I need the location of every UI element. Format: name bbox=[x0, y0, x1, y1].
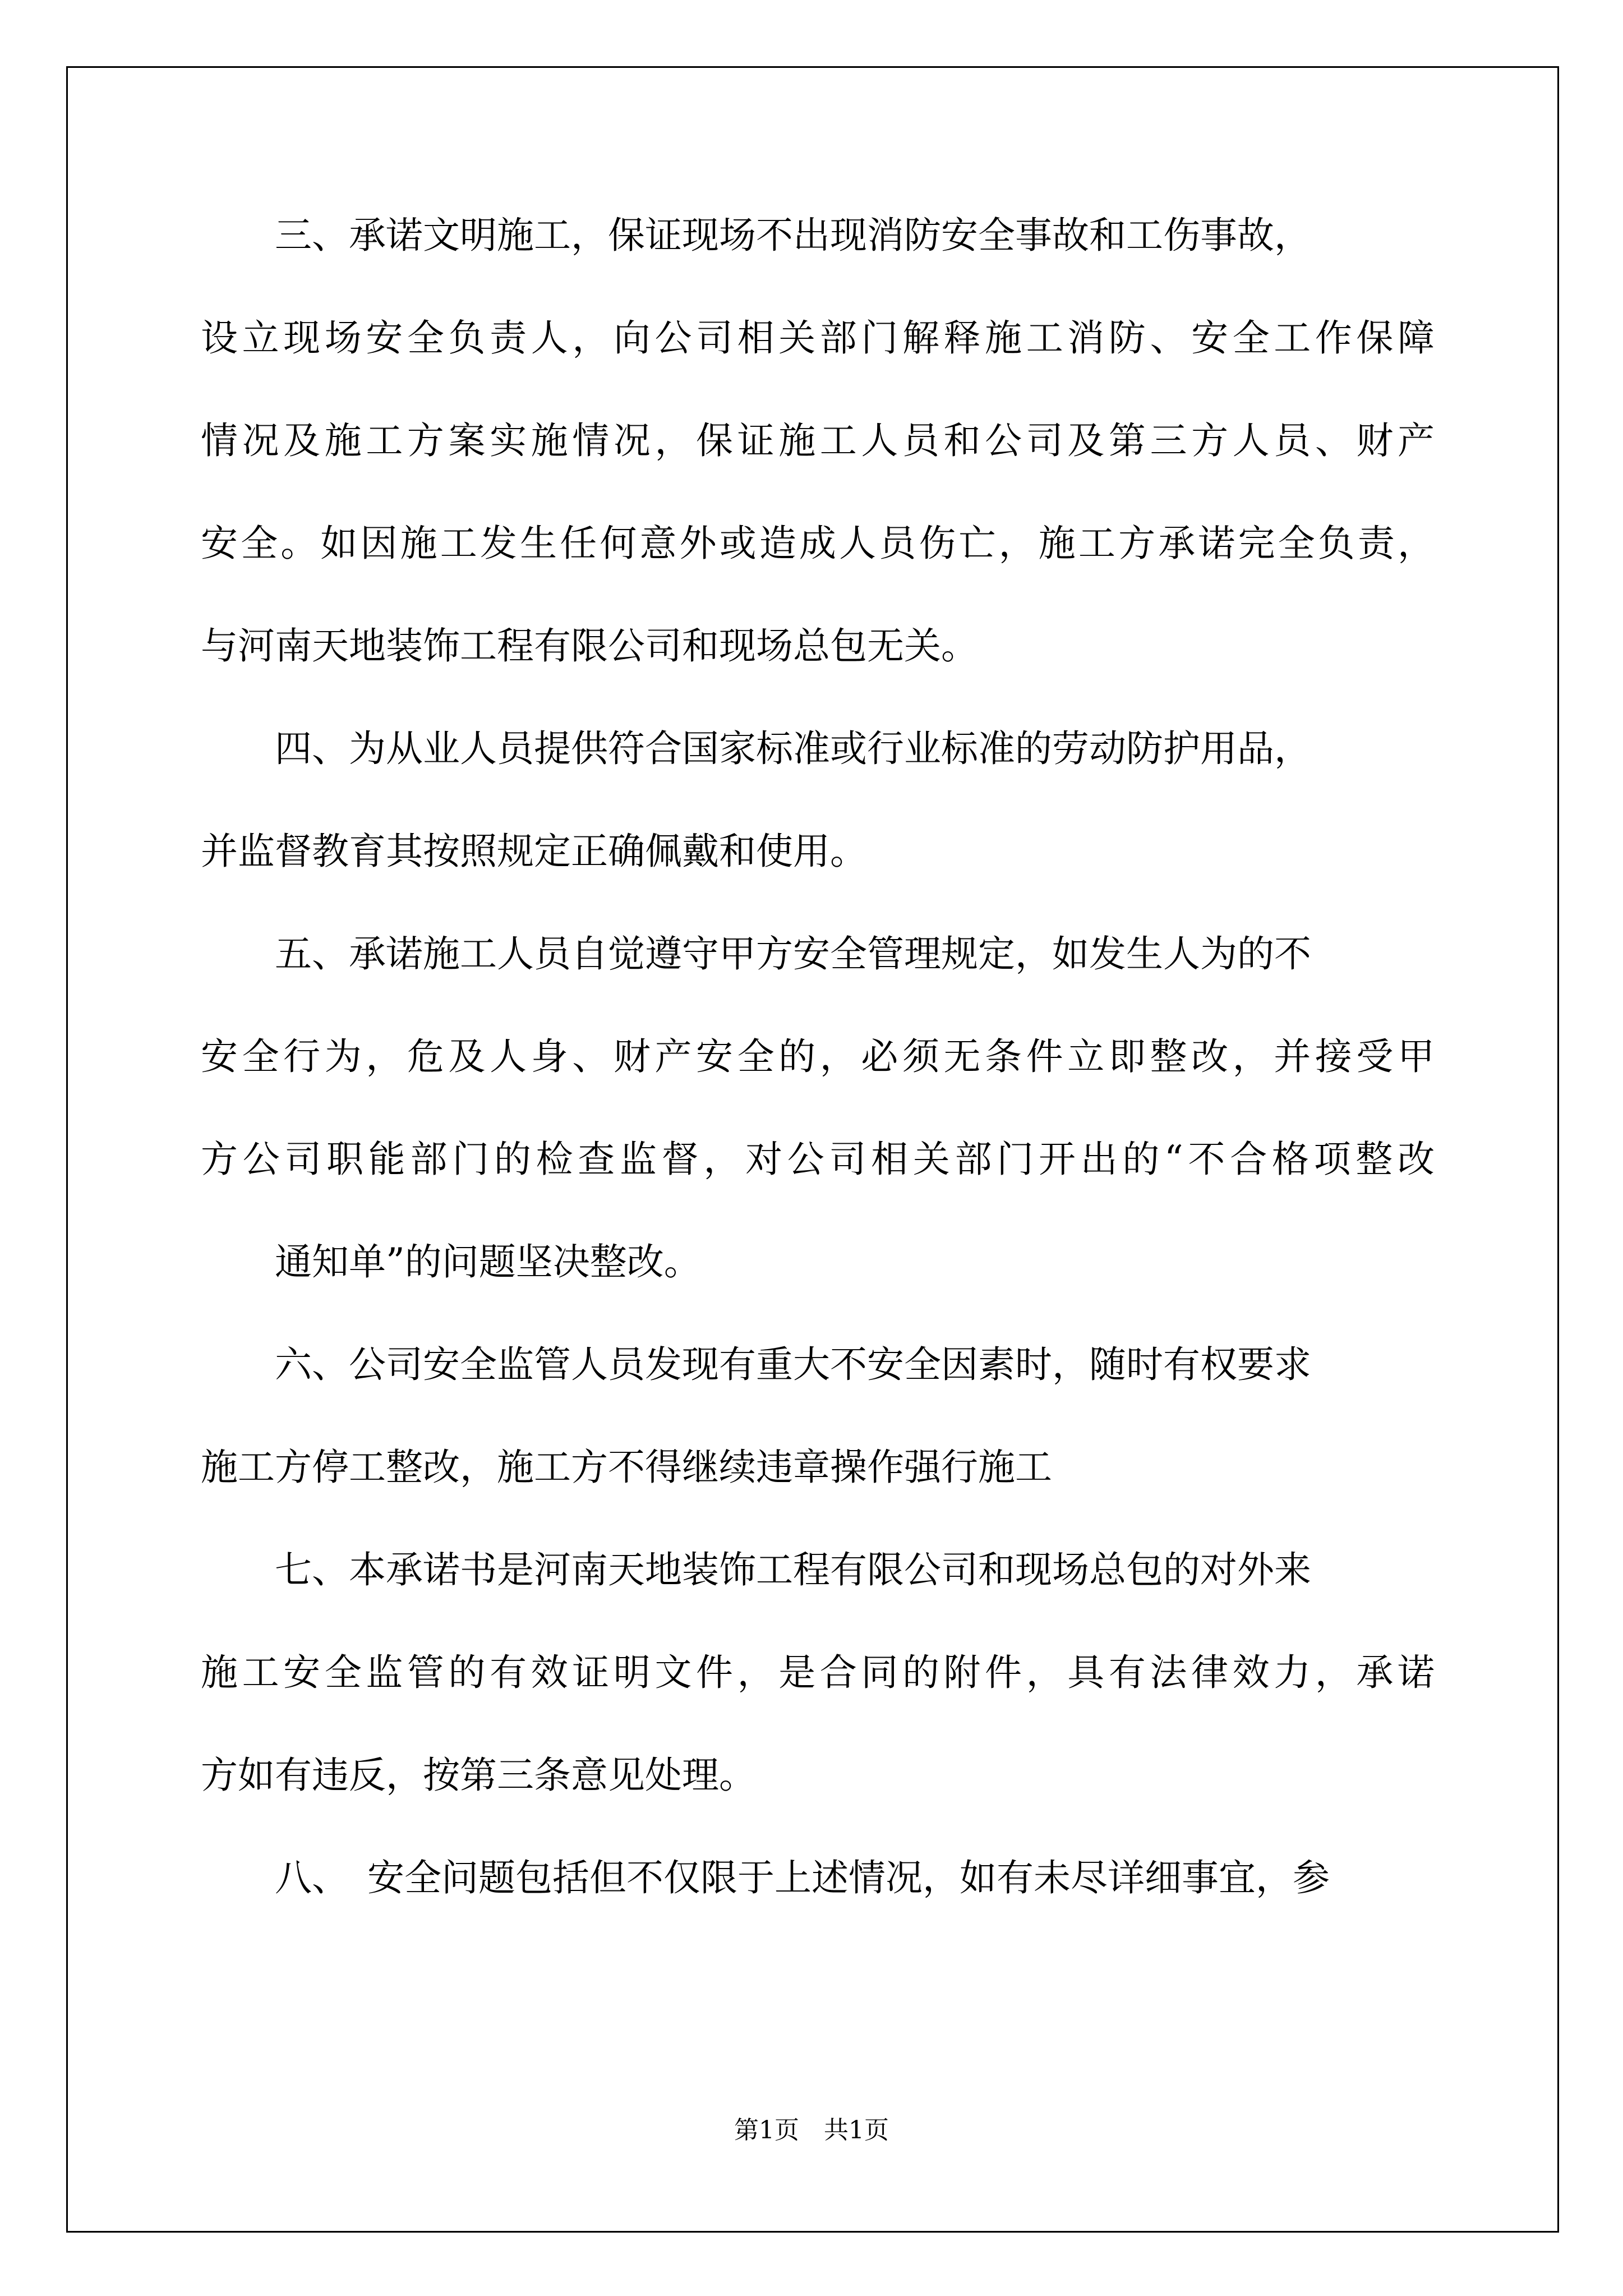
text-line: 施工安全监管的有效证明文件，是合同的附件，具有法律效力，承诺 bbox=[201, 1651, 1435, 1694]
text-line: 施工方停工整改，施工方不得继续违章操作强行施工 bbox=[201, 1446, 1052, 1489]
text-line: 方如有违反，按第三条意见处理。 bbox=[201, 1754, 756, 1797]
text-line: 设立现场安全负责人，向公司相关部门解释施工消防、安全工作保障 bbox=[201, 316, 1435, 360]
text-line: 七、本承诺书是河南天地装饰工程有限公司和现场总包的对外来 bbox=[201, 1548, 1311, 1591]
text-line: 八、 安全问题包括但不仅限于上述情况，如有未尽详细事宜，参 bbox=[201, 1856, 1330, 1899]
text-line: 安全。如因施工发生任何意外或造成人员伤亡，施工方承诺完全负责， bbox=[201, 522, 1435, 565]
text-line: 安全行为，危及人身、财产安全的，必须无条件立即整改，并接受甲 bbox=[201, 1035, 1435, 1078]
text-line: 情况及施工方案实施情况，保证施工人员和公司及第三方人员、财产 bbox=[201, 419, 1435, 462]
text-line: 四、为从业人员提供符合国家标准或行业标准的劳动防护用品， bbox=[201, 727, 1311, 770]
text-line: 五、承诺施工人员自觉遵守甲方安全管理规定，如发生人为的不 bbox=[201, 932, 1311, 976]
page-footer: 第1页 共1页 bbox=[734, 2116, 889, 2145]
text-line: 通知单”的问题坚决整改。 bbox=[201, 1240, 701, 1283]
text-line: 与河南天地装饰工程有限公司和现场总包无关。 bbox=[201, 624, 978, 668]
text-line: 三、承诺文明施工，保证现场不出现消防安全事故和工伤事故， bbox=[201, 214, 1311, 257]
text-line: 并监督教育其按照规定正确佩戴和使用。 bbox=[201, 830, 867, 873]
text-line: 六、公司安全监管人员发现有重大不安全因素时，随时有权要求 bbox=[201, 1343, 1311, 1386]
text-line: 方公司职能部门的检查监督，对公司相关部门开出的“不合格项整改 bbox=[201, 1138, 1435, 1181]
